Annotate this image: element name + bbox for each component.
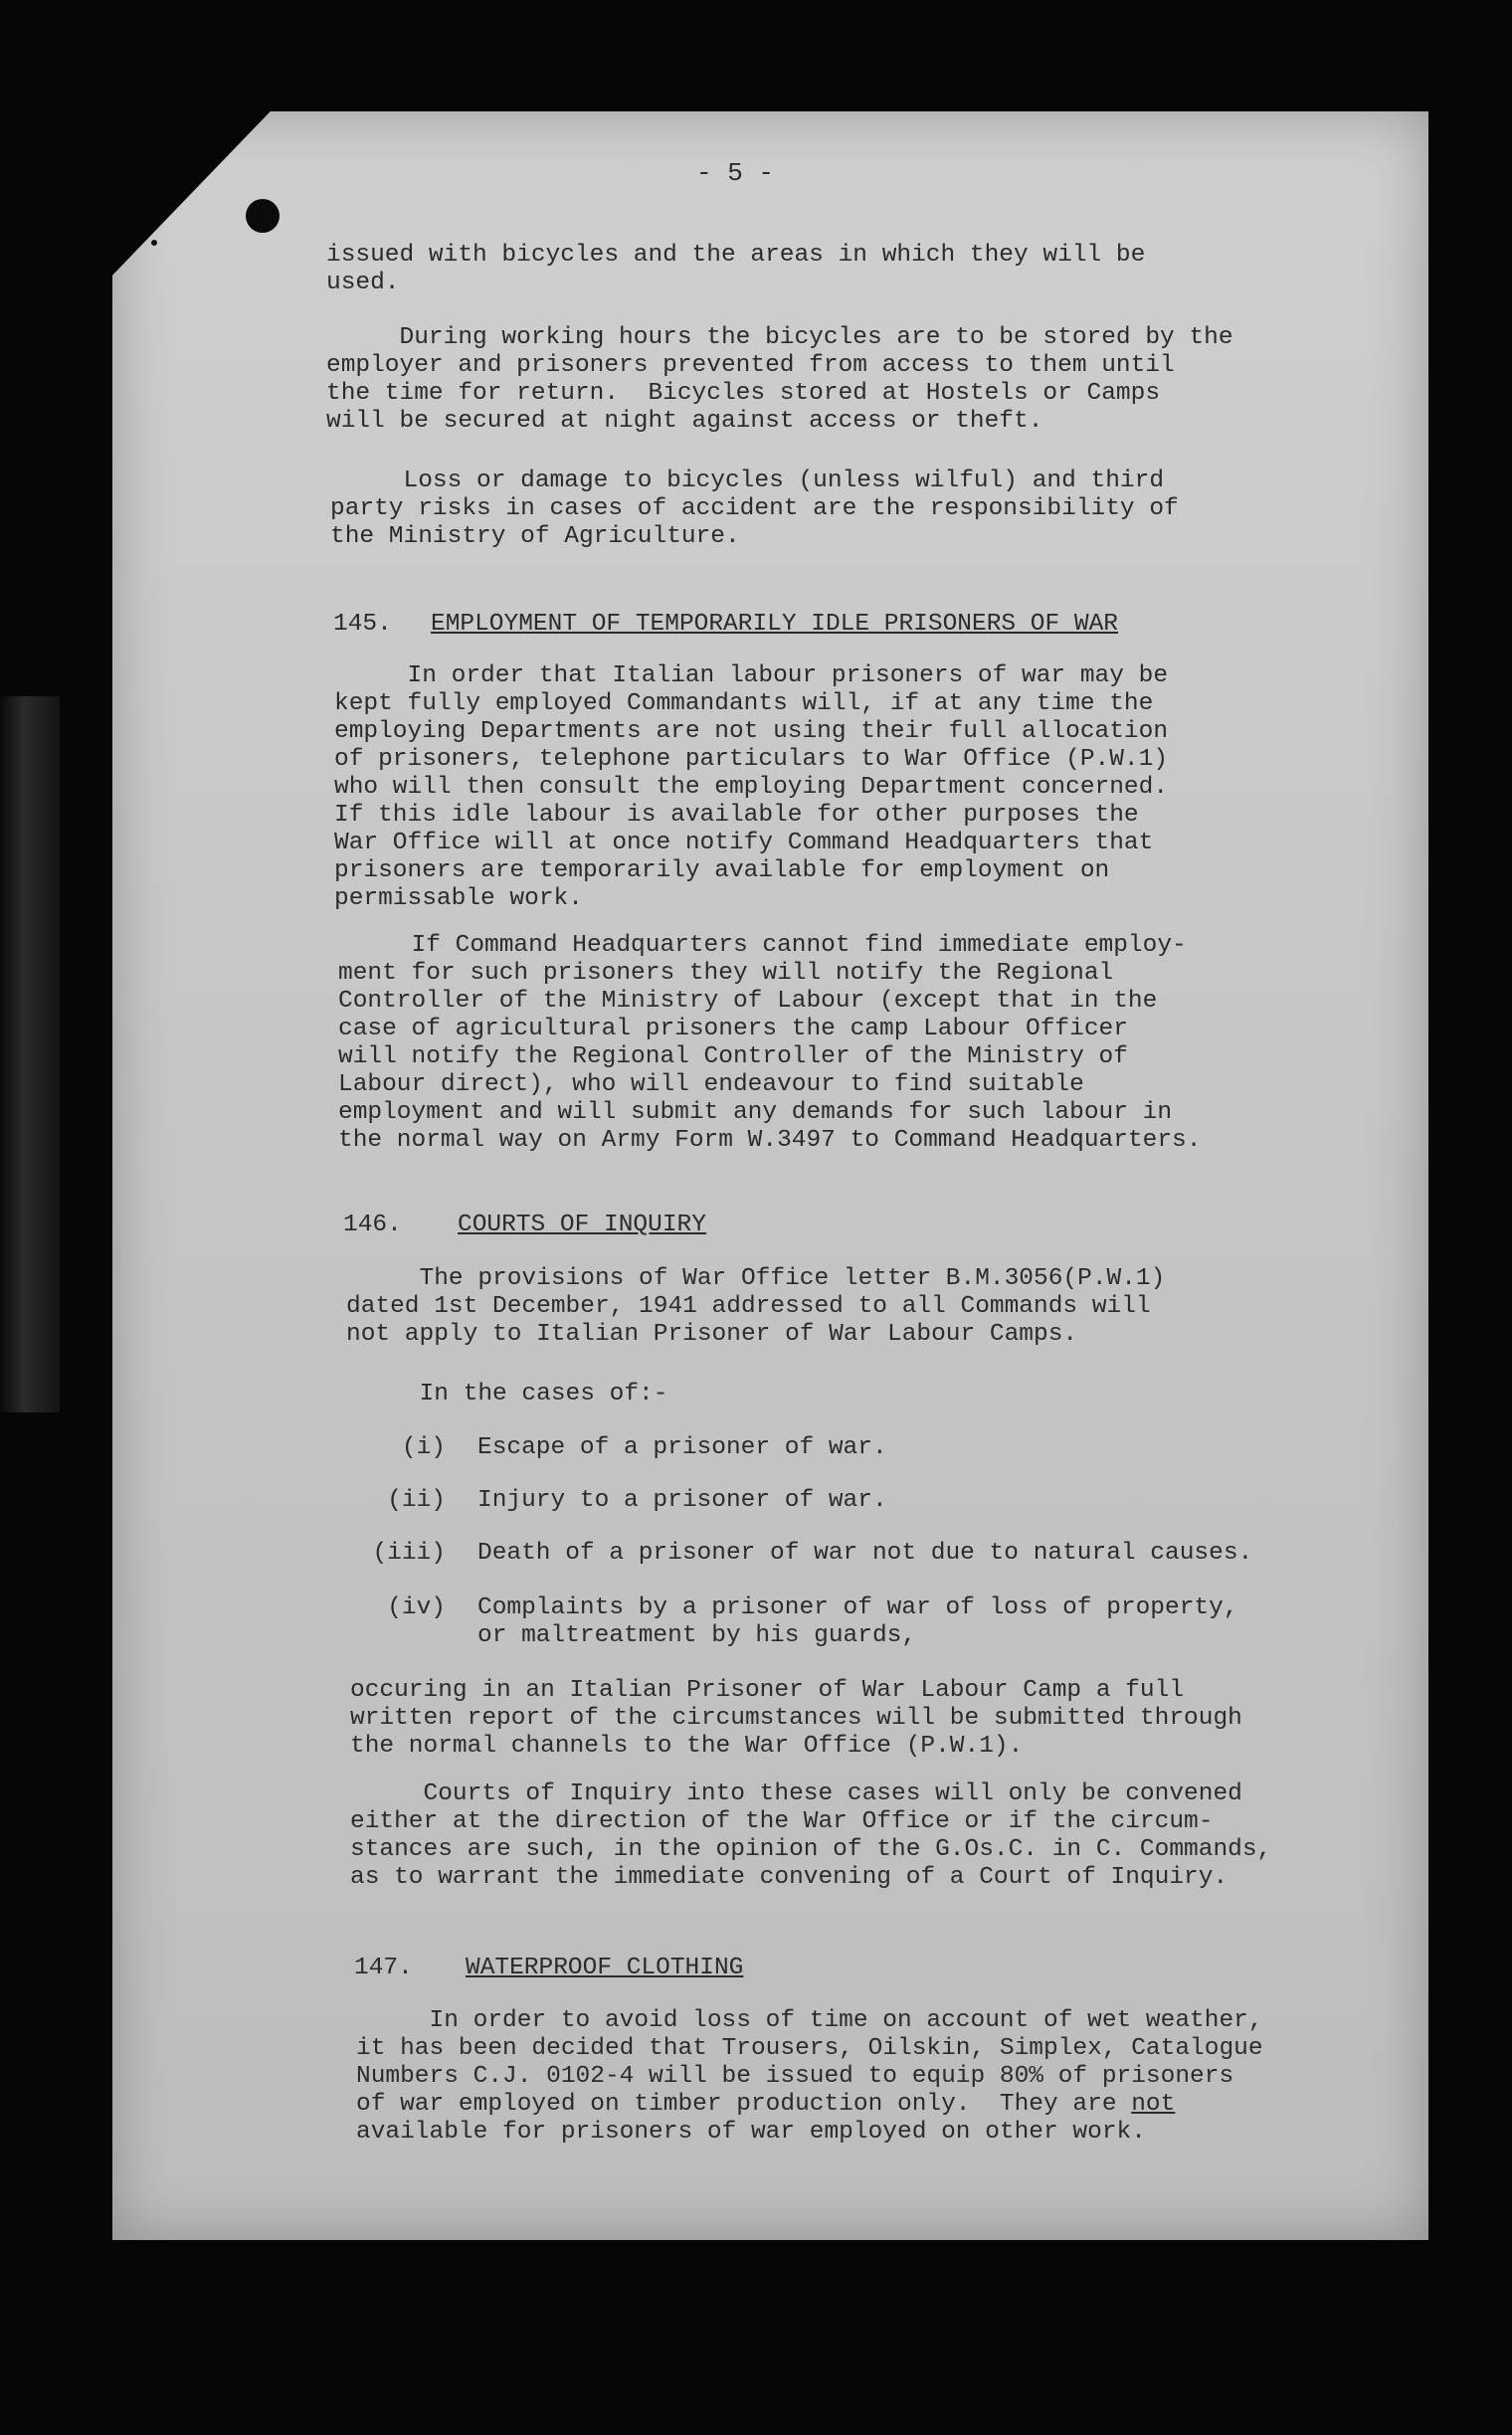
case-item-number: (ii) bbox=[387, 1487, 446, 1514]
section-147-number: 147. bbox=[354, 1955, 413, 1981]
section-145-number: 145. bbox=[333, 611, 392, 638]
case-item-number: (iv) bbox=[387, 1594, 446, 1621]
section-146-paragraph-2: occuring in an Italian Prisoner of War Labour Camp a full written report of the circumstances will be submitted through the normal channels to the War Office (P.W.1). bbox=[350, 1677, 1242, 1760]
section-147-title: WATERPROOF CLOTHING bbox=[466, 1955, 744, 1981]
page-number: - 5 - bbox=[696, 158, 775, 188]
intro-paragraph-3: Loss or damage to bicycles (unless wilful) and third party risks in cases of accident are the responsibility of the Ministry of Agriculture. bbox=[330, 468, 1179, 550]
case-item-text: Complaints by a prisoner of war of loss of property, or maltreatment by his guards, bbox=[477, 1594, 1238, 1649]
intro-paragraph-1: issued with bicycles and the areas in which they will be used. bbox=[326, 242, 1146, 296]
case-item-number: (i) bbox=[401, 1434, 446, 1461]
section-146-paragraph-3: Courts of Inquiry into these cases will only be convened either at the direction of the War Office or if the circum- stances are such, in the opinion of the G.Os.C. in C. Commands, as to warrant the immediate convening of a Court of Inquiry. bbox=[350, 1780, 1272, 1891]
emphasis-not: not bbox=[1131, 2091, 1176, 2118]
case-item-text: Death of a prisoner of war not due to natural causes. bbox=[477, 1540, 1253, 1567]
section-146-paragraph-1: The provisions of War Office letter B.M.3056(P.W.1) dated 1st December, 1941 addressed to all Commands will not apply to Italian Prisoner of War Labour Camps. bbox=[346, 1265, 1166, 1348]
section-145-paragraph-1: In order that Italian labour prisoners of war may be kept fully employed Commandants will, if at any time the employing Departments are not using their full allocation of prisoners, telephone particulars to War Office (P.W.1) who will then consult the employing Department concerned. If this idle labour is available for other purposes the War Office will at once notify Command Headquarters that prisoners are temporarily available for employment on permissable work. bbox=[334, 662, 1169, 912]
section-146-lead-in: In the cases of:- bbox=[346, 1381, 668, 1407]
section-146-title: COURTS OF INQUIRY bbox=[458, 1212, 706, 1238]
case-item-text: Injury to a prisoner of war. bbox=[477, 1487, 887, 1514]
case-item-number: (iii) bbox=[372, 1540, 446, 1567]
section-146-number: 146. bbox=[343, 1212, 402, 1238]
section-147-paragraph bbox=[356, 2007, 1263, 2147]
section-145-title: EMPLOYMENT OF TEMPORARILY IDLE PRISONERS OF WAR bbox=[431, 611, 1119, 638]
intro-paragraph-2: During working hours the bicycles are to be stored by the employer and prisoners prevented from access to them until the time for return. Bicycles stored at Hostels or Camps will be secured at night against access or theft. bbox=[326, 324, 1233, 435]
section-145-paragraph-2: If Command Headquarters cannot find immediate employ- ment for such prisoners they will notify the Regional Controller of the Ministry of Labour (except that in the case of agricultural prisoners the camp Labour Officer will notify the Regional Controller of the Ministry of Labour direct), who will endeavour to find suitable employment and will submit any demands for such labour in the normal way on Army Form W.3497 to Command Headquarters. bbox=[338, 932, 1202, 1154]
case-item-text: Escape of a prisoner of war. bbox=[477, 1434, 887, 1461]
section-147-text: In order to avoid loss of time on account of wet weather, it has been decided that Trousers, Oilskin, Simplex, Catalogue Numbers C.J. 0102-4 will be issued to equip 80% of prisoners of war employed on timber production only. They are bbox=[356, 2007, 1263, 2118]
section-147-text-end: available for prisoners of war employed on other work. bbox=[356, 2119, 1146, 2146]
